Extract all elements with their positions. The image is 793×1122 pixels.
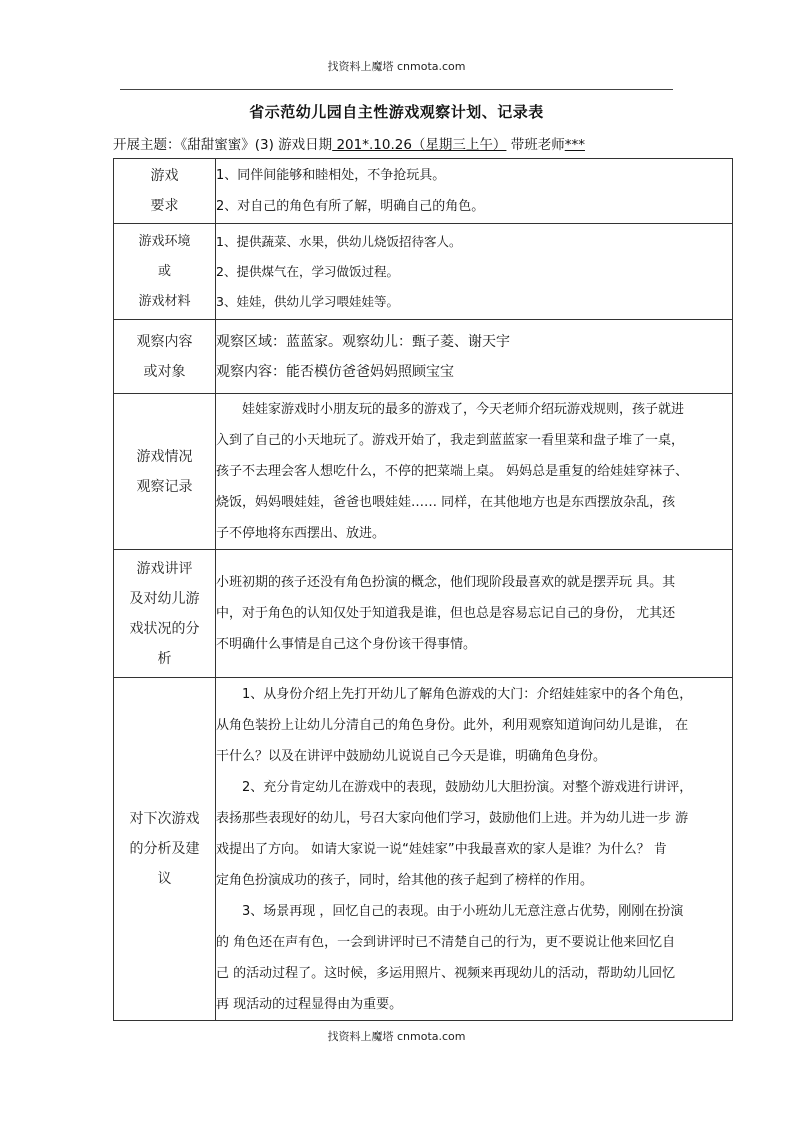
teacher-name: *** [564,137,585,153]
document-title: 省示范幼儿园自主性游戏观察计划、记录表 [249,103,544,121]
label-line: 的分析及建 [129,841,200,857]
label-line: 析 [157,650,172,667]
label-analysis [114,550,216,678]
content-line: 戏提出了方向。 如请大家说一说“娃娃家”中我最喜欢的家人是谁？为什么？ 肯 [216,841,667,857]
content-line: 1、提供蔬菜、水果，供幼儿烧饭招待客人。 [216,233,462,249]
row-suggestions [114,678,733,1021]
content-line: 再 现活动的过程显得由为重要。 [216,996,403,1012]
label-requirements [114,159,216,224]
label-observation [114,320,216,394]
content-line: 中，对于角色的认知仅处于知道我是谁，但也总是容易忘记自己的身份， 尤其还 [216,606,676,621]
footer-brand: 找资料上魔塔 cnmota.com [327,1030,466,1043]
content-line: 娃娃家游戏时小朋友玩的最多的游戏了，今天老师介绍玩游戏规则，孩子就进 [242,402,685,417]
label-line: 游戏 [150,168,179,184]
observation-table [113,158,733,1021]
content-line: 定角色扮演成功的孩子，同时，给其他的孩子起到了榜样的作用。 [216,872,594,888]
content-line: 不明确什么事情是自己这个身份该干得事情。 [216,637,477,652]
content-record [216,394,733,550]
label-line: 游戏环境 [138,233,191,249]
content-line: 表扬那些表现好的幼儿，号召大家向他们学习，鼓励他们上进。并为幼儿进一步 游 [216,810,689,826]
content-line: 从角色装扮上让幼儿分清自己的角色身份。此外，利用观察知道询问幼儿是谁， 在 [216,717,689,733]
row-record [114,394,733,550]
label-line: 游戏材料 [138,293,191,309]
label-record [114,394,216,550]
content-line: 孩子不去理会客人想吃什么，不停的把菜端上桌。 妈妈总是重复的给娃娃穿袜子、 [216,464,689,479]
header-divider [120,89,673,90]
meta-line [113,133,743,153]
label-line: 对下次游戏 [129,811,200,827]
content-line: 的 角色还在声有色，一会到讲评时已不清楚自己的行为，更不要说让他来回忆自 [216,934,676,950]
label-line: 或 [157,263,171,279]
label-line: 观察记录 [136,478,193,495]
content-line: 3、场景再现 ，回忆自己的表现。由于小班幼儿无意注意占优势，刚刚在扮演 [242,903,684,919]
row-requirements [114,159,733,224]
header-brand: 找资料上魔塔 cnmota.com [327,60,466,73]
content-line: 3、娃娃，供幼儿学习喂娃娃等。 [216,293,399,309]
content-line: 2、充分肯定幼儿在游戏中的表现，鼓励幼儿大胆扮演。对整个游戏进行讲评， [242,779,693,795]
row-environment [114,224,733,320]
content-line: 子不停地将东西摆出、放进。 [216,526,386,541]
content-line: 入到了自己的小天地玩了。游戏开始了，我走到蓝蓝家一看里菜和盘子堆了一桌， [216,433,685,448]
label-line: 游戏情况 [136,448,193,465]
content-line: 2、对自己的角色有所了解，明确自己的角色。 [216,199,485,214]
label-line: 游戏讲评 [136,560,193,577]
content-line: 观察区域：蓝蓝家。观察幼儿：甄子菱、谢天宇 [216,333,510,350]
content-line: 烧饭，妈妈喂娃娃，爸爸也喂娃娃…… 同样，在其他地方也是东西摆放杂乱，孩 [216,495,676,510]
content-observation [216,320,733,394]
label-line: 戏状况的分 [129,620,200,637]
label-suggestions [114,678,216,1021]
label-line: 或对象 [143,363,186,380]
teacher-label: 带班老师 [506,137,565,153]
content-requirements [216,159,733,224]
label-line: 观察内容 [136,333,193,350]
row-observation [114,320,733,394]
game-date: 201*.10.26（星期三上午） [332,137,507,153]
label-environment [114,224,216,320]
row-analysis [114,550,733,678]
topic-label: 开展主题：《甜甜蜜蜜》(3) 游戏日期 [113,137,333,153]
content-line: 己 的活动过程了。这时候，多运用照片、视频来再现幼儿的活动，帮助幼儿回忆 [216,965,676,981]
content-line: 1、同伴间能够和睦相处，不争抢玩具。 [216,168,446,183]
content-line: 2、提供煤气在，学习做饭过程。 [216,263,399,279]
content-suggestions [216,678,733,1021]
content-line: 观察内容：能否模仿爸爸妈妈照顾宝宝 [216,363,454,380]
label-line: 要求 [150,198,179,214]
label-line: 及对幼儿游 [129,590,200,607]
content-analysis [216,550,733,678]
content-line: 1、从身份介绍上先打开幼儿了解角色游戏的大门：介绍娃娃家中的各个角色， [242,686,693,702]
label-line: 议 [157,871,172,887]
content-line: 小班初期的孩子还没有角色扮演的概念，他们现阶段最喜欢的就是摆弄玩 具。其 [216,575,676,590]
content-line: 干什么？以及在讲评中鼓励幼儿说说自己今天是谁，明确角色身份。 [216,748,607,764]
content-environment [216,224,733,320]
